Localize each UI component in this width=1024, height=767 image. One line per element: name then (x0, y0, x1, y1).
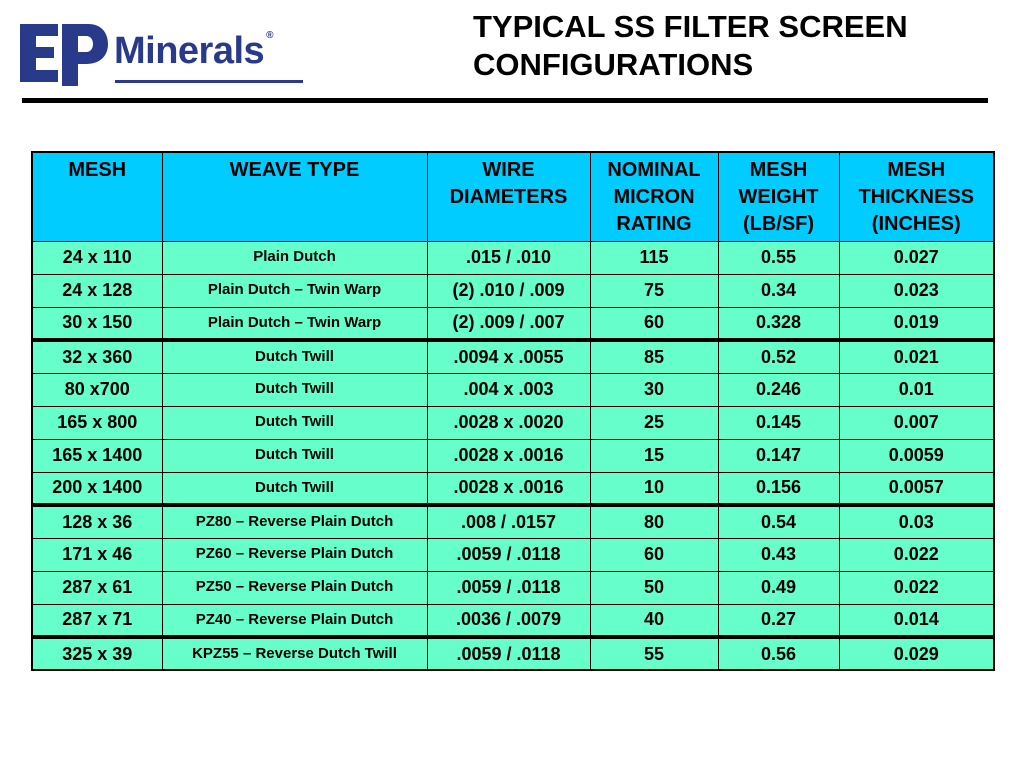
table-row (32, 241, 994, 274)
mesh-thickness-cell: 0.022 (839, 571, 994, 604)
mesh-cell: 165 x 800 (32, 406, 162, 439)
table-row (32, 406, 994, 439)
weave-type-cell: PZ80 – Reverse Plain Dutch (162, 505, 427, 538)
micron-rating-cell: 40 (590, 604, 718, 637)
table-row (32, 505, 994, 538)
mesh-thickness-cell: 0.014 (839, 604, 994, 637)
wire-diameters-cell: .004 x .003 (427, 373, 590, 406)
micron-rating-cell: 55 (590, 637, 718, 670)
table-row (32, 439, 994, 472)
table-row (32, 307, 994, 340)
micron-rating-cell: 30 (590, 373, 718, 406)
weave-type-cell: PZ40 – Reverse Plain Dutch (162, 604, 427, 637)
weave-type-cell: Plain Dutch – Twin Warp (162, 307, 427, 340)
table-row (32, 274, 994, 307)
mesh-thickness-cell: 0.0057 (839, 472, 994, 505)
mesh-thickness-cell: 0.027 (839, 241, 994, 274)
mesh-weight-cell: 0.156 (718, 472, 839, 505)
mesh-cell: 80 x700 (32, 373, 162, 406)
mesh-cell: 325 x 39 (32, 637, 162, 670)
mesh-cell: 24 x 110 (32, 241, 162, 274)
wire-diameters-cell: .0036 / .0079 (427, 604, 590, 637)
logo-wordmark: Minerals ® (114, 30, 274, 72)
table-header-row (32, 152, 994, 241)
table-row (32, 637, 994, 670)
mesh-weight-cell: 0.27 (718, 604, 839, 637)
table-row (32, 571, 994, 604)
weave-type-cell: KPZ55 – Reverse Dutch Twill (162, 637, 427, 670)
wire-diameters-cell: .0028 x .0016 (427, 472, 590, 505)
weave-type-cell: Dutch Twill (162, 472, 427, 505)
mesh-thickness-cell: 0.0059 (839, 439, 994, 472)
table-row (32, 472, 994, 505)
weave-type-cell: Dutch Twill (162, 340, 427, 373)
mesh-weight-cell: 0.52 (718, 340, 839, 373)
title-divider (22, 98, 988, 103)
mesh-thickness-cell: 0.03 (839, 505, 994, 538)
wire-diameters-cell: .015 / .010 (427, 241, 590, 274)
micron-rating-cell: 80 (590, 505, 718, 538)
mesh-thickness-cell: 0.029 (839, 637, 994, 670)
mesh-cell: 287 x 61 (32, 571, 162, 604)
page-title-line-1: TYPICAL SS FILTER SCREEN (473, 9, 908, 44)
weave-type-cell: Dutch Twill (162, 439, 427, 472)
mesh-cell: 200 x 1400 (32, 472, 162, 505)
mesh-cell: 30 x 150 (32, 307, 162, 340)
page-title (473, 8, 1013, 84)
mesh-thickness-cell: 0.022 (839, 538, 994, 571)
weave-type-cell: PZ50 – Reverse Plain Dutch (162, 571, 427, 604)
ep-logo-mark-icon (18, 20, 108, 90)
table-row (32, 373, 994, 406)
micron-rating-cell: 25 (590, 406, 718, 439)
wire-diameters-cell: .0059 / .0118 (427, 571, 590, 604)
logo-underline (115, 80, 303, 83)
column-header-wire-diameters: WIRE DIAMETERS (427, 152, 590, 241)
mesh-weight-cell: 0.145 (718, 406, 839, 439)
mesh-thickness-cell: 0.021 (839, 340, 994, 373)
weave-type-cell: Plain Dutch (162, 241, 427, 274)
mesh-thickness-cell: 0.019 (839, 307, 994, 340)
page-title-line-2: CONFIGURATIONS (473, 47, 754, 82)
mesh-cell: 171 x 46 (32, 538, 162, 571)
column-header-nominal-micron-rating: NOMINAL MICRON RATING (590, 152, 718, 241)
mesh-weight-cell: 0.49 (718, 571, 839, 604)
wire-diameters-cell: (2) .010 / .009 (427, 274, 590, 307)
mesh-cell: 128 x 36 (32, 505, 162, 538)
weave-type-cell: Dutch Twill (162, 373, 427, 406)
wire-diameters-cell: .0059 / .0118 (427, 637, 590, 670)
mesh-cell: 32 x 360 (32, 340, 162, 373)
mesh-weight-cell: 0.56 (718, 637, 839, 670)
micron-rating-cell: 15 (590, 439, 718, 472)
column-header-mesh-weight: MESH WEIGHT (LB/SF) (718, 152, 839, 241)
mesh-cell: 287 x 71 (32, 604, 162, 637)
micron-rating-cell: 10 (590, 472, 718, 505)
mesh-thickness-cell: 0.023 (839, 274, 994, 307)
table-row (32, 538, 994, 571)
wire-diameters-cell: .008 / .0157 (427, 505, 590, 538)
mesh-cell: 24 x 128 (32, 274, 162, 307)
column-header-mesh-thickness: MESH THICKNESS (INCHES) (839, 152, 994, 241)
weave-type-cell: Plain Dutch – Twin Warp (162, 274, 427, 307)
mesh-cell: 165 x 1400 (32, 439, 162, 472)
micron-rating-cell: 60 (590, 538, 718, 571)
micron-rating-cell: 50 (590, 571, 718, 604)
mesh-weight-cell: 0.55 (718, 241, 839, 274)
weave-type-cell: Dutch Twill (162, 406, 427, 439)
weave-type-cell: PZ60 – Reverse Plain Dutch (162, 538, 427, 571)
column-header-weave-type: WEAVE TYPE (162, 152, 427, 241)
mesh-thickness-cell: 0.01 (839, 373, 994, 406)
micron-rating-cell: 60 (590, 307, 718, 340)
table-row (32, 340, 994, 373)
table-row (32, 604, 994, 637)
filter-screen-table (31, 151, 995, 671)
wire-diameters-cell: .0028 x .0016 (427, 439, 590, 472)
micron-rating-cell: 85 (590, 340, 718, 373)
mesh-weight-cell: 0.147 (718, 439, 839, 472)
ep-minerals-logo (18, 20, 298, 95)
mesh-weight-cell: 0.34 (718, 274, 839, 307)
mesh-weight-cell: 0.328 (718, 307, 839, 340)
wire-diameters-cell: .0028 x .0020 (427, 406, 590, 439)
mesh-weight-cell: 0.43 (718, 538, 839, 571)
filter-screen-table-container (31, 151, 993, 671)
wire-diameters-cell: (2) .009 / .007 (427, 307, 590, 340)
column-header-mesh: MESH (32, 152, 162, 241)
mesh-weight-cell: 0.246 (718, 373, 839, 406)
wire-diameters-cell: .0094 x .0055 (427, 340, 590, 373)
mesh-weight-cell: 0.54 (718, 505, 839, 538)
micron-rating-cell: 75 (590, 274, 718, 307)
micron-rating-cell: 115 (590, 241, 718, 274)
wire-diameters-cell: .0059 / .0118 (427, 538, 590, 571)
mesh-thickness-cell: 0.007 (839, 406, 994, 439)
